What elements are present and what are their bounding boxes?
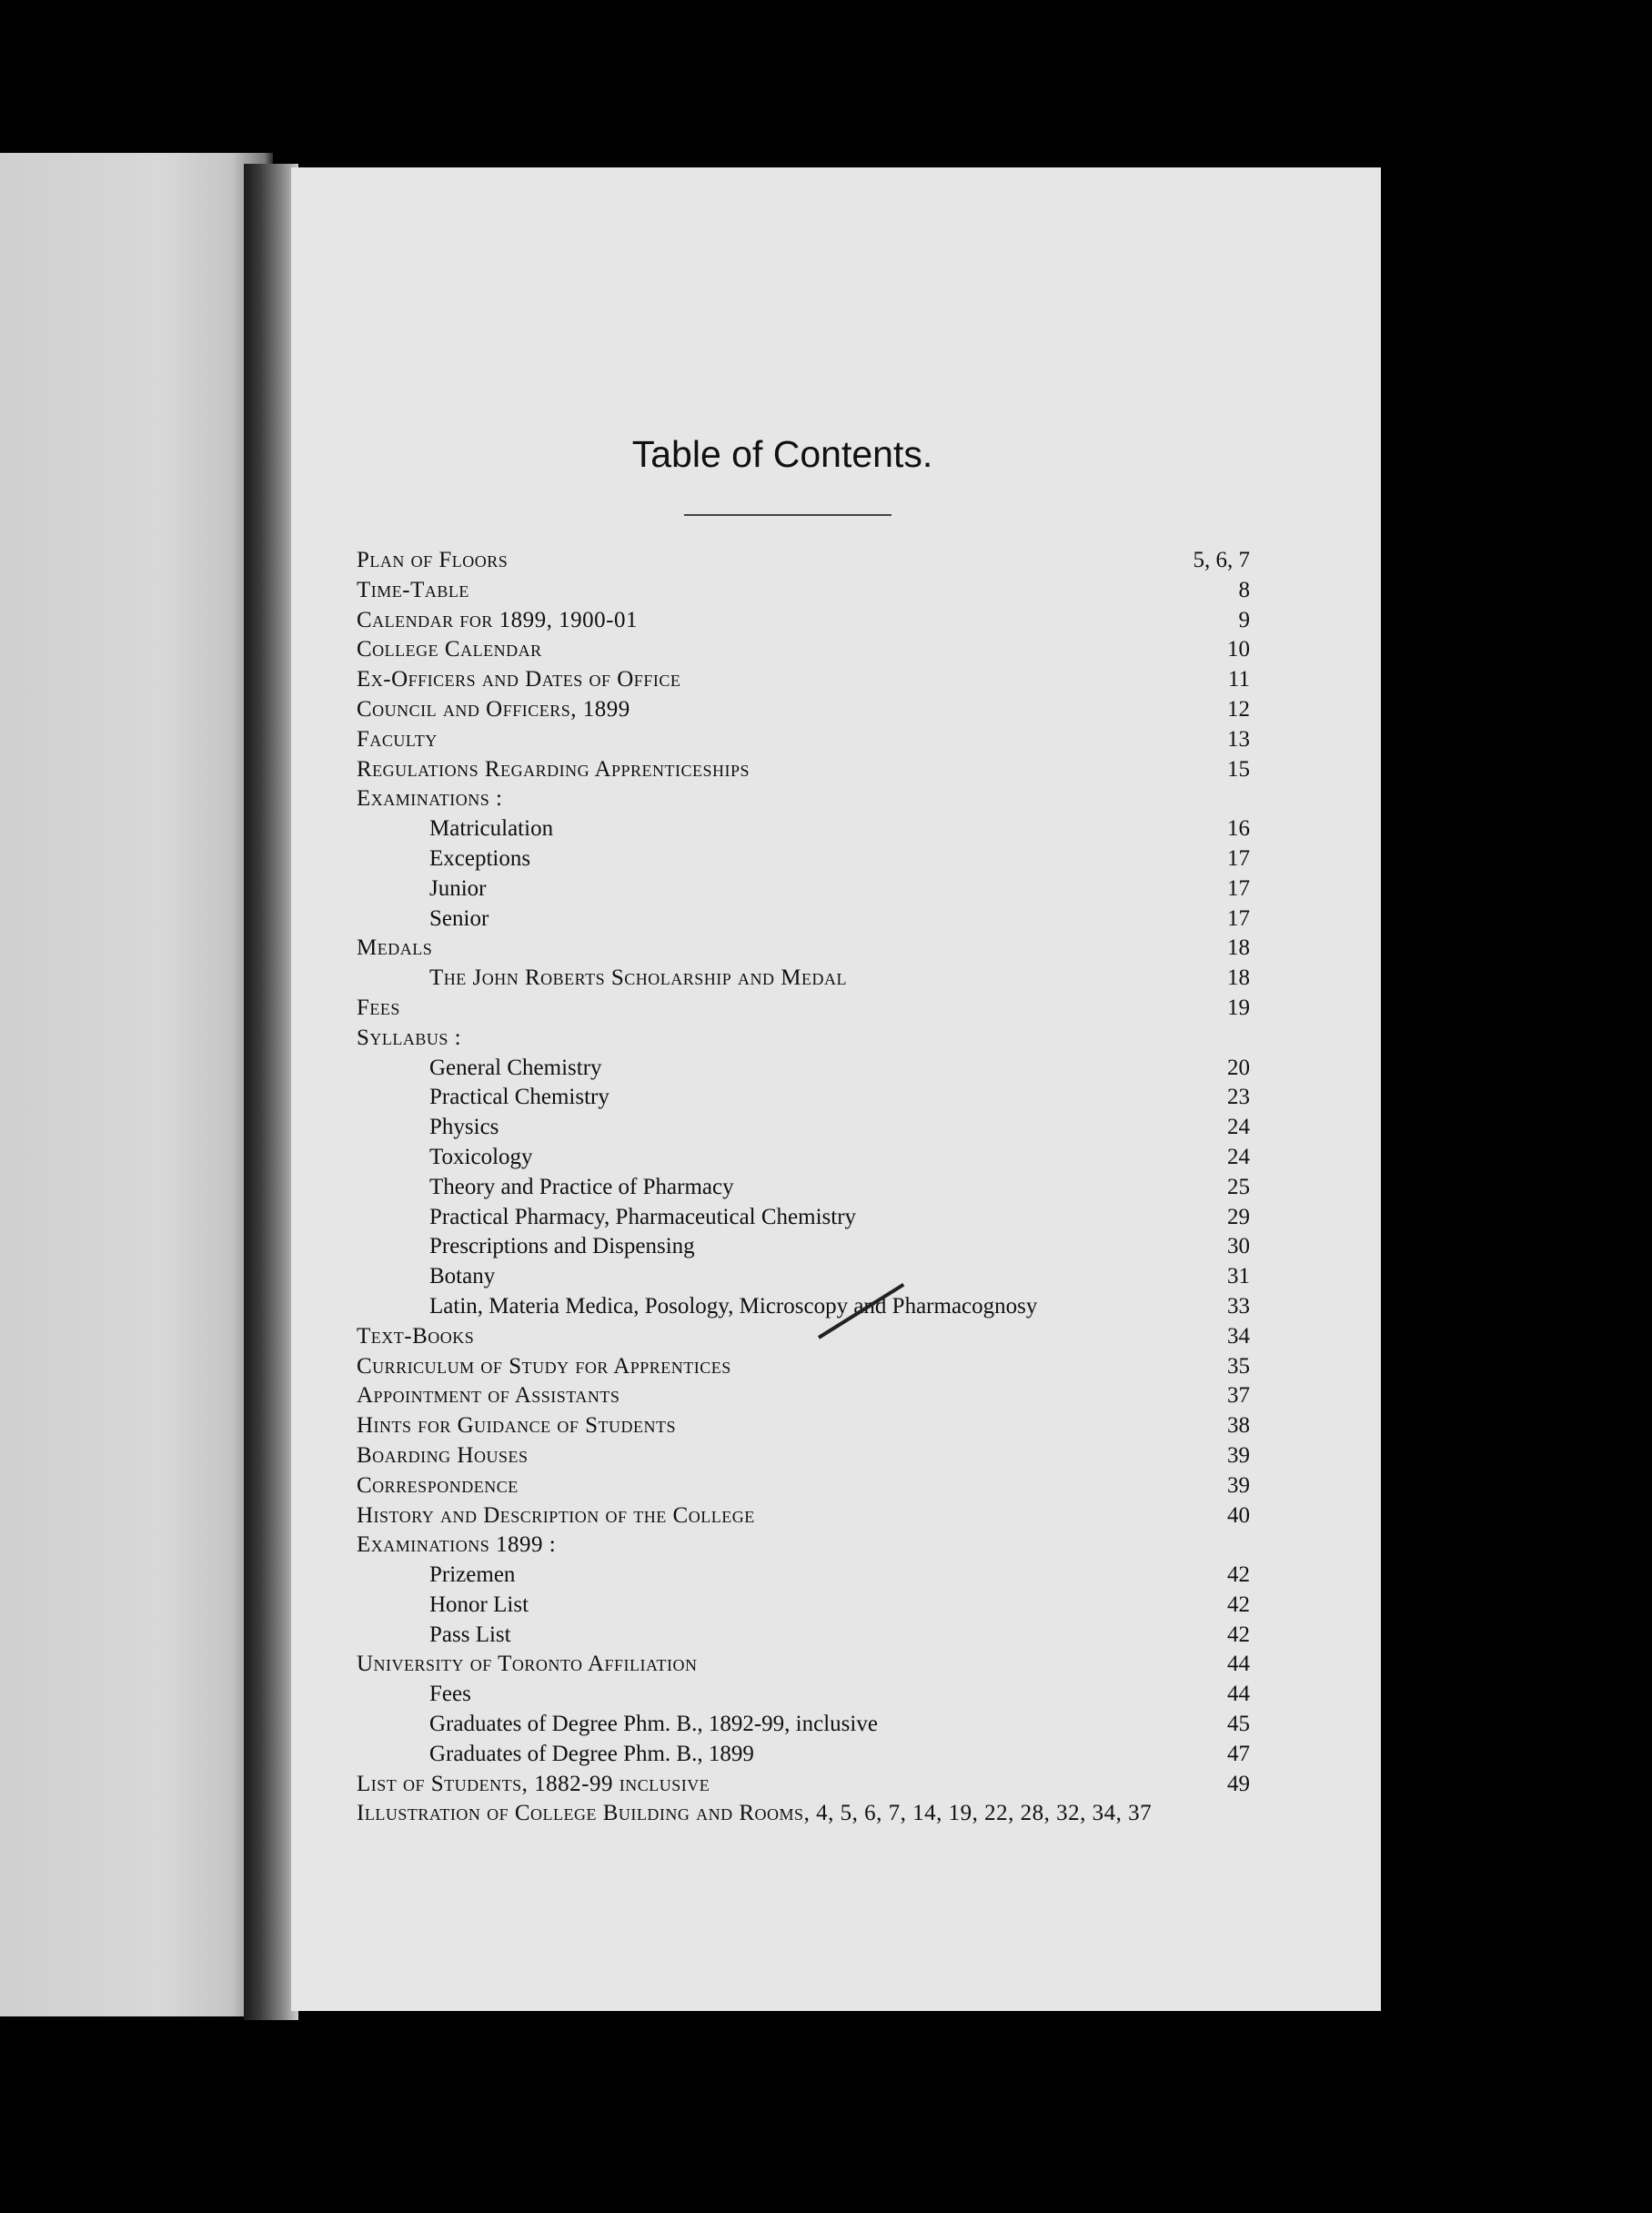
toc-entry-label: Exceptions [429,845,531,871]
toc-entry [357,1799,1250,1829]
toc-entry-page: 42 [1227,1592,1250,1617]
toc-entry [357,1531,1250,1561]
toc-entry-page: 39 [1227,1472,1250,1498]
toc-entry-label: Plan of Floors [357,548,509,572]
toc-entry-label: Faculty [357,726,438,752]
toc-entry [357,576,1250,606]
toc-entry-label: Examinations : [357,786,503,812]
toc-entry-label: Toxicology [429,1144,533,1169]
toc-entry-label: Hints for Guidance of Students [357,1413,677,1439]
toc-entry [357,725,1250,755]
toc-entry-label: List of Students, 1882-99 inclusive [357,1771,710,1796]
toc-entry-page: 45 [1227,1712,1250,1737]
toc-entry-page: 39 [1227,1442,1250,1468]
toc-entry [357,1471,1250,1501]
toc-entry [357,964,1250,994]
toc-entry-label: Prescriptions and Dispensing [429,1234,695,1259]
toc-entry-label: Latin, Materia Medica, Posology, Microscopy and Pharmacognosy [429,1293,1038,1319]
toc-entry-page: 29 [1227,1204,1250,1229]
toc-entry-page: 42 [1227,1622,1250,1647]
toc-entry-label: Botany [429,1264,496,1289]
toc-entry-label: Fees [429,1682,471,1707]
toc-entry [357,1143,1250,1173]
toc-entry-page: 25 [1227,1174,1250,1199]
toc-entry-page: 16 [1227,816,1250,842]
toc-entry [357,695,1250,725]
toc-entry [357,934,1250,964]
toc-entry-page: 9 [1238,607,1250,632]
toc-entry-label: General Chemistry [429,1055,602,1080]
toc-entry-page: 17 [1227,875,1250,901]
toc-entry-page: 17 [1227,845,1250,871]
toc-entry-page: 40 [1227,1502,1250,1528]
toc-entry-label: Prizemen [429,1562,516,1588]
toc-entry-label: Graduates of Degree Phm. B., 1899 [429,1741,754,1766]
toc-entry-page: 18 [1227,935,1250,961]
toc-entry-label: Regulations Regarding Apprenticeships [357,756,750,782]
toc-entry-label: Senior [429,905,489,931]
toc-entry-page: 17 [1227,905,1250,931]
toc-entry-label: Medals [357,935,433,961]
toc-entry [357,1083,1250,1113]
toc-entry [357,1352,1250,1382]
toc-entry-page: 24 [1227,1144,1250,1169]
toc-entry [357,1680,1250,1710]
toc-entry [357,1203,1250,1233]
toc-entry [357,546,1250,576]
toc-entry-label: The John Roberts Scholarship and Medal [429,965,847,991]
toc-entry-label: Matriculation [429,816,554,842]
toc-entry [357,814,1250,844]
toc-entry [357,1501,1250,1531]
toc-entry-label: Theory and Practice of Pharmacy [429,1174,734,1199]
toc-entry-page: 18 [1227,965,1250,991]
toc-entry [357,904,1250,935]
toc-entry-label: Boarding Houses [357,1442,529,1468]
toc-entry-page: 47 [1227,1741,1250,1766]
toc-entry-label: Correspondence [357,1472,519,1498]
toc-entry-page: 24 [1227,1115,1250,1140]
toc-entry-label: Syllabus : [357,1025,462,1050]
toc-entry [357,1740,1250,1770]
toc-entry-page: 35 [1227,1353,1250,1379]
toc-entry-page: 23 [1227,1085,1250,1110]
toc-entry-page: 15 [1227,756,1250,782]
toc-entry-page: 37 [1227,1383,1250,1409]
toc-entry [357,1113,1250,1143]
toc-entry-label: Physics [429,1115,499,1140]
toc-entry [357,784,1250,814]
toc-entry-label: Time-Table [357,577,469,602]
toc-entry [357,1024,1250,1054]
toc-entry [357,606,1250,636]
toc-entry [357,1561,1250,1591]
toc-entry-page: 44 [1227,1652,1250,1677]
toc-entry-label: Text-Books [357,1323,475,1349]
toc-entry [357,1411,1250,1441]
toc-entry-page: 19 [1227,995,1250,1020]
toc-entry [357,844,1250,874]
toc-entry-page: 30 [1227,1234,1250,1259]
toc-entry-label: Illustration of College Building and Rooms, 4, 5, 6, 7, 14, 19, 22, 28, 32, 34, 37 [357,1801,1153,1826]
toc-entry [357,994,1250,1024]
toc-entry-label: Graduates of Degree Phm. B., 1892-99, inclusive [429,1712,878,1737]
toc-entry-label: Ex-Officers and Dates of Office [357,667,681,692]
toc-entry-page: 34 [1227,1323,1250,1349]
toc-entry-label: Calendar for 1899, 1900-01 [357,607,639,632]
toc-entry-page: 31 [1227,1264,1250,1289]
toc-entry-page: 12 [1227,696,1250,722]
toc-entry-page: 44 [1227,1682,1250,1707]
toc-entry-label: Junior [429,875,487,901]
toc-entry [357,1054,1250,1084]
toc-entry [357,1262,1250,1292]
toc-entry [357,1650,1250,1680]
toc-entry [357,1710,1250,1740]
toc-entry-page: 8 [1238,577,1250,602]
toc-entry [357,1621,1250,1651]
title-rule [684,514,891,516]
toc-entry-label: College Calendar [357,637,542,662]
toc-entry [357,1381,1250,1411]
toc-entry [357,1591,1250,1621]
toc-entry-page: 42 [1227,1562,1250,1588]
toc-entry-label: Examinations 1899 : [357,1532,557,1558]
book-gutter [244,164,298,2020]
toc-entry-page: 20 [1227,1055,1250,1080]
toc-entry-label: Fees [357,995,400,1020]
toc-entry-page: 5, 6, 7 [1193,548,1250,572]
toc-entry-label: Pass List [429,1622,511,1647]
toc-entry-label: Curriculum of Study for Apprentices [357,1353,731,1379]
toc-entry-label: History and Description of the College [357,1502,755,1528]
toc-entry [357,1173,1250,1203]
toc-entry-page: 33 [1227,1293,1250,1319]
toc-entry-label: Appointment of Assistants [357,1383,620,1409]
toc-entry-page: 49 [1227,1771,1250,1796]
toc-entry [357,1322,1250,1352]
toc-entry [357,874,1250,904]
toc-entry [357,1770,1250,1800]
toc-entry [357,1292,1250,1322]
toc-entry-page: 11 [1227,667,1250,692]
left-page [0,153,273,2016]
toc-entry-page: 10 [1227,637,1250,662]
toc-entry-page: 13 [1227,726,1250,752]
toc-entry-label: University of Toronto Affiliation [357,1652,698,1677]
toc-entry-page: 38 [1227,1413,1250,1439]
toc-entry [357,1441,1250,1471]
toc-entry [357,665,1250,695]
toc-entry [357,1232,1250,1262]
toc-entry-label: Honor List [429,1592,529,1617]
table-of-contents [357,546,1250,1829]
toc-entry-label: Council and Officers, 1899 [357,696,630,722]
toc-entry [357,635,1250,665]
toc-entry-label: Practical Pharmacy, Pharmaceutical Chemistry [429,1204,857,1229]
page-title: Table of Contents. [631,433,933,475]
toc-entry [357,755,1250,785]
toc-entry-label: Practical Chemistry [429,1085,609,1110]
